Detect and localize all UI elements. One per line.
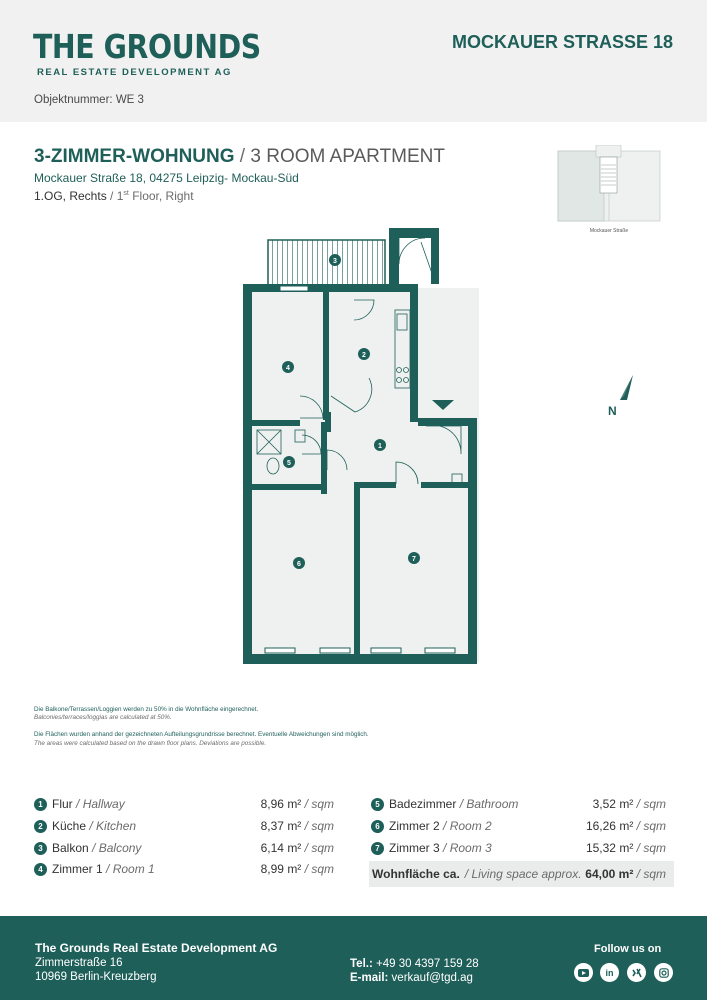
- areas-note-en: The areas were calculated based on the drawn floor plans. Deviations are possible.: [34, 739, 267, 747]
- apartment-title: [34, 146, 445, 168]
- floor-en: 1st Floor, Right: [116, 189, 194, 203]
- room-marker-7: 7: [412, 556, 416, 563]
- apartment-address: Mockauer Straße 18, 04275 Leipzig- Mockau-Süd: [34, 171, 299, 185]
- footer-phone: [350, 958, 479, 970]
- room-marker-3: 3: [333, 258, 337, 265]
- room-unit: sqm: [311, 841, 334, 855]
- room-area: 8,99 m²: [260, 862, 302, 876]
- object-number-value: WE 3: [115, 94, 144, 106]
- company-logo-subtitle: REAL ESTATE DEVELOPMENT AG: [37, 67, 232, 78]
- footer: [0, 916, 707, 1000]
- room-unit: sqm: [311, 862, 334, 876]
- room-marker-5: 5: [287, 460, 291, 467]
- room-name-en: Kitchen: [96, 819, 137, 833]
- room-row: 1 Flur / Hallway 8,96 m² / sqm: [34, 794, 334, 814]
- room-badge: 6: [371, 820, 384, 833]
- room-row: 6 Zimmer 2 / Room 2 16,26 m² / sqm: [371, 816, 666, 836]
- footer-street: Zimmerstraße 16: [35, 957, 123, 969]
- linkedin-icon[interactable]: in: [600, 963, 619, 982]
- room-name-de: Küche: [52, 819, 87, 833]
- total-label-de: Wohnfläche ca.: [372, 867, 460, 881]
- room-marker-2: 2: [362, 352, 366, 359]
- total-unit: sqm: [643, 867, 666, 881]
- footer-city: 10969 Berlin-Kreuzberg: [35, 971, 157, 983]
- key-plan-street-label: Mockauer Straße: [589, 228, 629, 234]
- room-area: 3,52 m²: [592, 797, 634, 811]
- object-number: [34, 94, 144, 106]
- north-arrow-icon: [597, 372, 637, 422]
- room-area: 8,96 m²: [260, 797, 302, 811]
- floor-de: 1.OG, Rechts: [34, 189, 107, 203]
- room-badge: 3: [34, 842, 47, 855]
- footer-company: The Grounds Real Estate Development AG: [35, 941, 278, 955]
- apartment-floor: [34, 189, 194, 203]
- phone-number[interactable]: +49 30 4397 159 28: [376, 958, 479, 970]
- room-name-de: Zimmer 1: [52, 862, 103, 876]
- living-space-total: Wohnfläche ca. / Living space approx. 64,00 m² / sqm: [369, 861, 674, 887]
- floor-plan: [235, 222, 485, 670]
- room-badge: 1: [34, 798, 47, 811]
- outer-wall-bottom: [243, 654, 477, 664]
- room-name-en: Bathroom: [466, 797, 519, 811]
- room-area: 8,37 m²: [260, 819, 302, 833]
- room-unit: sqm: [311, 819, 334, 833]
- room-name-de: Balkon: [52, 841, 89, 855]
- room-name-de: Zimmer 3: [389, 841, 440, 855]
- header: [0, 0, 707, 122]
- apartment-title-de: 3-ZIMMER-WOHNUNG: [34, 146, 235, 167]
- room-marker-4: 4: [286, 365, 290, 372]
- room-area: 6,14 m²: [260, 841, 302, 855]
- outer-wall-right: [468, 422, 477, 664]
- balcony-note-en: Balconies/terraces/loggias are calculated at 50%.: [34, 714, 172, 722]
- phone-label: Tel.:: [350, 958, 373, 970]
- areas-note-de: Die Flächen wurden anhand der gezeichneten Aufteilungsgrundrisse berechnet. Eventuelle Abweichungen sind möglich.: [34, 731, 369, 739]
- object-number-label: Objektnummer:: [34, 94, 113, 106]
- room-badge: 2: [34, 820, 47, 833]
- follow-us-label: Follow us on: [594, 943, 662, 955]
- room-name-de: Flur: [52, 797, 73, 811]
- email-address[interactable]: verkauf@tgd.ag: [391, 972, 473, 984]
- room-badge: 5: [371, 798, 384, 811]
- room-row: 2 Küche / Kitchen 8,37 m² / sqm: [34, 816, 334, 836]
- floor-separator: /: [106, 189, 117, 203]
- room-unit: sqm: [643, 841, 666, 855]
- xing-icon[interactable]: [627, 963, 646, 982]
- room-unit: sqm: [311, 797, 334, 811]
- company-logo: THE GROUNDS: [33, 27, 261, 66]
- footer-email: [350, 972, 473, 984]
- room-name-en: Room 1: [112, 862, 155, 876]
- youtube-icon[interactable]: [574, 963, 593, 982]
- room-row: 7 Zimmer 3 / Room 3 15,32 m² / sqm: [371, 838, 666, 858]
- room-badge: 4: [34, 863, 47, 876]
- room-name-en: Room 3: [449, 841, 492, 855]
- room-name-en: Balcony: [98, 841, 142, 855]
- room-row: 4 Zimmer 1 / Room 1 8,99 m² / sqm: [34, 859, 334, 879]
- total-label-en: Living space approx.: [471, 867, 582, 881]
- room-area: 16,26 m²: [585, 819, 634, 833]
- room-row: 3 Balkon / Balcony 6,14 m² / sqm: [34, 838, 334, 858]
- property-address: MOCKAUER STRASSE 18: [451, 32, 673, 52]
- notes: [34, 706, 674, 748]
- outer-wall-left: [243, 284, 252, 662]
- key-plan: [555, 145, 663, 237]
- room-area: 15,32 m²: [585, 841, 634, 855]
- north-label: N: [608, 404, 617, 418]
- email-label: E-mail:: [350, 972, 389, 984]
- apartment-title-en: 3 ROOM APARTMENT: [250, 146, 445, 167]
- room-name-en: Hallway: [82, 797, 125, 811]
- instagram-icon[interactable]: [654, 963, 673, 982]
- total-area: 64,00 m²: [585, 867, 634, 881]
- room-unit: sqm: [643, 819, 666, 833]
- room-marker-6: 6: [297, 561, 301, 568]
- room-row: 5 Badezimmer / Bathroom 3,52 m² / sqm: [371, 794, 666, 814]
- title-separator: /: [234, 146, 251, 167]
- room-name-en: Room 2: [449, 819, 492, 833]
- room-name-de: Zimmer 2: [389, 819, 440, 833]
- room-unit: sqm: [643, 797, 666, 811]
- room-badge: 7: [371, 842, 384, 855]
- balcony-note-de: Die Balkone/Terrassen/Loggien werden zu 50% in die Wohnfläche eingerechnet.: [34, 706, 259, 713]
- balcony: [268, 240, 385, 286]
- room-marker-1: 1: [378, 443, 382, 450]
- room-name-de: Badezimmer: [389, 797, 457, 811]
